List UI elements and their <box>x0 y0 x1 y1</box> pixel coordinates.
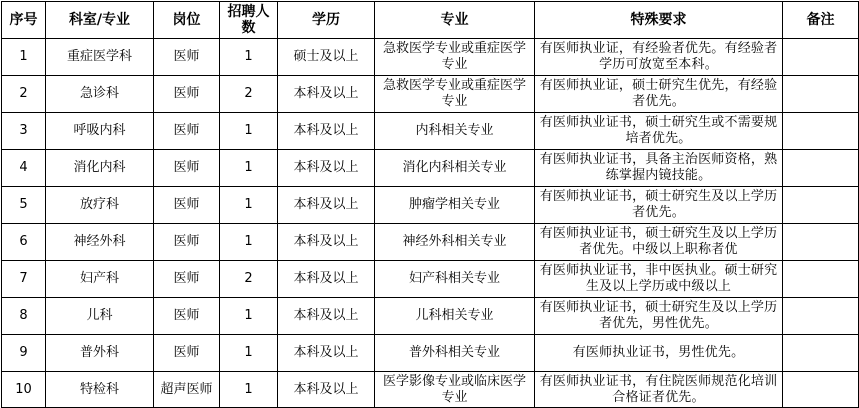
cell-seq: 7 <box>2 261 46 298</box>
table-row <box>2 150 859 187</box>
cell-note <box>783 261 859 298</box>
cell-dept: 特检科 <box>46 372 154 408</box>
cell-edu: 本科及以上 <box>278 150 375 187</box>
cell-edu: 本科及以上 <box>278 113 375 150</box>
header-row <box>2 2 859 39</box>
cell-count: 2 <box>220 261 278 298</box>
cell-req: 有医师执业证书，具备主治医师资格，熟练掌握内镜技能。 <box>535 150 783 187</box>
table-row <box>2 113 859 150</box>
table-row <box>2 224 859 261</box>
cell-major: 肿瘤学相关专业 <box>375 187 535 224</box>
cell-note <box>783 113 859 150</box>
cell-edu: 硕士及以上 <box>278 39 375 76</box>
cell-seq: 10 <box>2 372 46 408</box>
cell-dept: 急诊科 <box>46 76 154 113</box>
cell-major: 普外科相关专业 <box>375 335 535 372</box>
cell-count: 1 <box>220 187 278 224</box>
cell-dept: 重症医学科 <box>46 39 154 76</box>
cell-dept: 妇产科 <box>46 261 154 298</box>
cell-edu: 本科及以上 <box>278 187 375 224</box>
cell-post: 医师 <box>154 298 220 335</box>
cell-count: 1 <box>220 113 278 150</box>
cell-note <box>783 187 859 224</box>
table-row <box>2 39 859 76</box>
cell-seq: 3 <box>2 113 46 150</box>
cell-edu: 本科及以上 <box>278 298 375 335</box>
cell-major: 医学影像专业或临床医学专业 <box>375 372 535 408</box>
cell-post: 医师 <box>154 39 220 76</box>
cell-dept: 呼吸内科 <box>46 113 154 150</box>
cell-note <box>783 335 859 372</box>
cell-dept: 儿科 <box>46 298 154 335</box>
cell-major: 儿科相关专业 <box>375 298 535 335</box>
cell-post: 医师 <box>154 187 220 224</box>
cell-post: 医师 <box>154 261 220 298</box>
cell-seq: 1 <box>2 39 46 76</box>
cell-note <box>783 372 859 408</box>
cell-post: 医师 <box>154 150 220 187</box>
header-req: 特殊要求 <box>535 2 783 39</box>
cell-req: 有医师执业证书，硕士研究生及以上学历者优先。 <box>535 187 783 224</box>
cell-count: 1 <box>220 224 278 261</box>
cell-post: 医师 <box>154 113 220 150</box>
header-note: 备注 <box>783 2 859 39</box>
cell-seq: 2 <box>2 76 46 113</box>
cell-major: 急救医学专业或重症医学专业 <box>375 76 535 113</box>
cell-seq: 8 <box>2 298 46 335</box>
table-row <box>2 298 859 335</box>
cell-major: 内科相关专业 <box>375 113 535 150</box>
cell-dept: 消化内科 <box>46 150 154 187</box>
cell-post: 医师 <box>154 76 220 113</box>
cell-count: 2 <box>220 76 278 113</box>
table-row <box>2 76 859 113</box>
cell-edu: 本科及以上 <box>278 224 375 261</box>
header-dept: 科室/专业 <box>46 2 154 39</box>
cell-req: 有医师执业证书，有住院医师规范化培训合格证者优先。 <box>535 372 783 408</box>
header-major: 专业 <box>375 2 535 39</box>
cell-req: 有医师执业证书，非中医执业。硕士研究生及以上学历或中级以上 <box>535 261 783 298</box>
cell-count: 1 <box>220 298 278 335</box>
cell-note <box>783 298 859 335</box>
cell-count: 1 <box>220 372 278 408</box>
cell-seq: 9 <box>2 335 46 372</box>
recruitment-table <box>1 1 859 408</box>
header-count: 招聘人数 <box>220 2 278 39</box>
cell-seq: 6 <box>2 224 46 261</box>
cell-seq: 4 <box>2 150 46 187</box>
cell-post: 医师 <box>154 335 220 372</box>
cell-major: 妇产科相关专业 <box>375 261 535 298</box>
cell-post: 医师 <box>154 224 220 261</box>
cell-major: 消化内科相关专业 <box>375 150 535 187</box>
cell-dept: 神经外科 <box>46 224 154 261</box>
table-row <box>2 335 859 372</box>
cell-edu: 本科及以上 <box>278 76 375 113</box>
header-post: 岗位 <box>154 2 220 39</box>
cell-req: 有医师执业证书，硕士研究生及以上学历者优先，男性优先。 <box>535 298 783 335</box>
cell-note <box>783 76 859 113</box>
cell-edu: 本科及以上 <box>278 261 375 298</box>
cell-edu: 本科及以上 <box>278 335 375 372</box>
cell-dept: 放疗科 <box>46 187 154 224</box>
cell-seq: 5 <box>2 187 46 224</box>
cell-major: 神经外科相关专业 <box>375 224 535 261</box>
header-edu: 学历 <box>278 2 375 39</box>
cell-dept: 普外科 <box>46 335 154 372</box>
table-row <box>2 372 859 408</box>
cell-req: 有医师执业证，硕士研究生优先，有经验者优先。 <box>535 76 783 113</box>
header-seq: 序号 <box>2 2 46 39</box>
cell-major: 急救医学专业或重症医学专业 <box>375 39 535 76</box>
cell-count: 1 <box>220 150 278 187</box>
cell-note <box>783 150 859 187</box>
table-row <box>2 187 859 224</box>
cell-req: 有医师执业证书，硕士研究生或不需要规培者优先。 <box>535 113 783 150</box>
cell-req: 有医师执业证书，硕士研究生及以上学历者优先。中级以上职称者优 <box>535 224 783 261</box>
cell-req: 有医师执业证书，男性优先。 <box>535 335 783 372</box>
cell-count: 1 <box>220 39 278 76</box>
table-row <box>2 261 859 298</box>
cell-req: 有医师执业证，有经验者优先。有经验者学历可放宽至本科。 <box>535 39 783 76</box>
cell-post: 超声医师 <box>154 372 220 408</box>
cell-edu: 本科及以上 <box>278 372 375 408</box>
cell-note <box>783 39 859 76</box>
cell-note <box>783 224 859 261</box>
cell-count: 1 <box>220 335 278 372</box>
